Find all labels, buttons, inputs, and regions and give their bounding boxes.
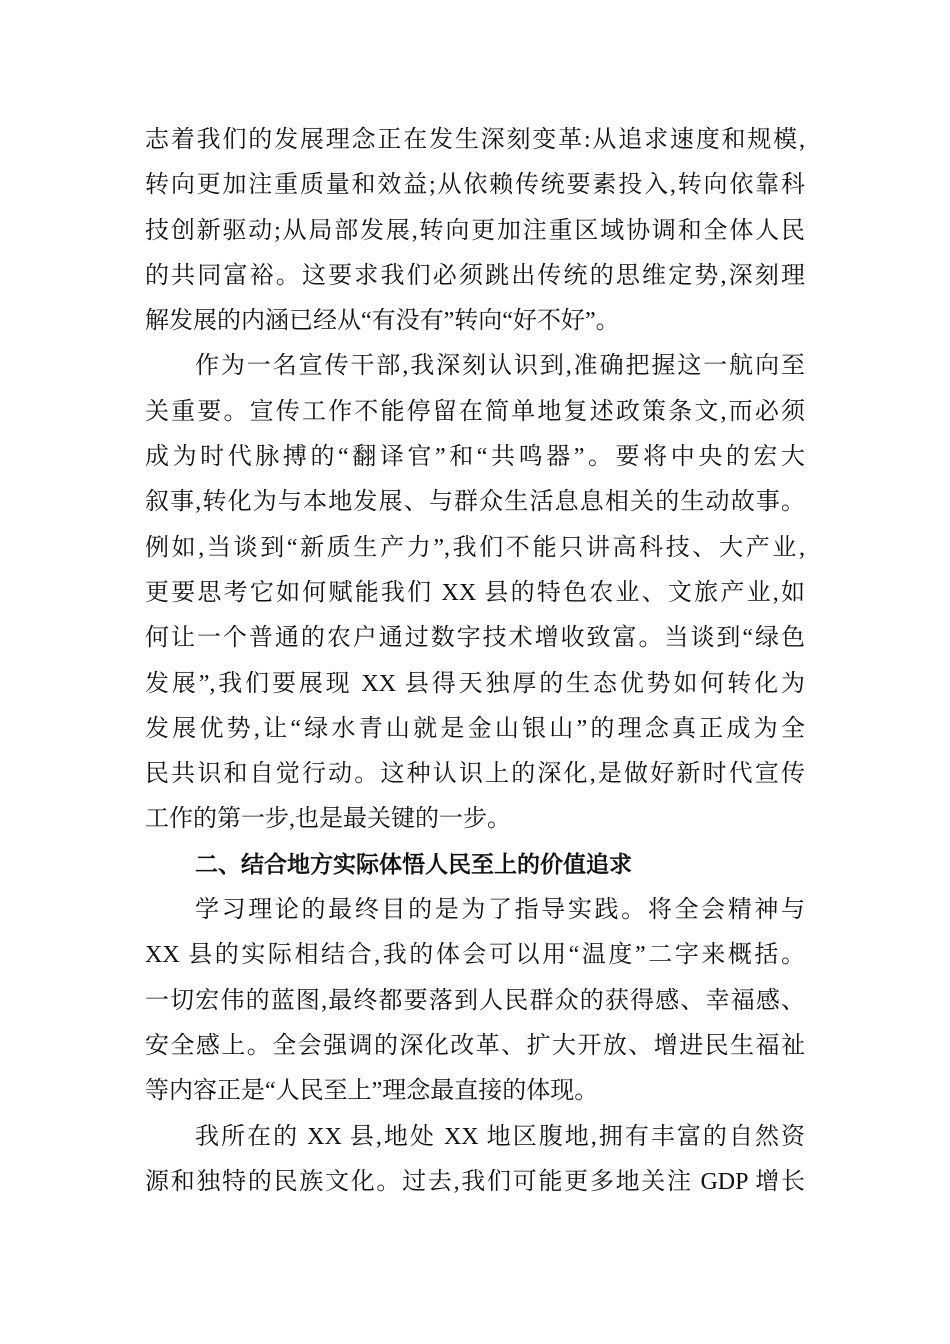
text-line: 工作的第一步,也是最关键的一步。 (145, 806, 511, 833)
text-line: 学习理论的最终目的是为了指导实践。将全会精神与 (195, 897, 805, 924)
text-line: 解发展的内涵已经从“有没有”转向“好不好”。 (145, 308, 620, 335)
text-line: 志着我们的发展理念正在发生深刻变革:从追求速度和规模, (145, 127, 805, 153)
text-line: 叙事,转化为与本地发展、与群众生活息息相关的生动故事。 (145, 489, 805, 516)
text-line: 关重要。宣传工作不能停留在简单地复述政策条文,而必须 (145, 398, 805, 425)
text-line: XX 县的实际相结合,我的体会可以用“温度”二字来概括。 (145, 942, 805, 969)
text-line: 一切宏伟的蓝图,最终都要落到人民群众的获得感、幸福感、 (145, 987, 805, 1014)
text-line: 发展”,我们要展现 XX 县得天独厚的生态优势如何转化为 (145, 670, 805, 697)
text-line: 安全感上。全会强调的深化改革、扩大开放、增进民生福祉 (145, 1032, 805, 1059)
text-line: 我所在的 XX 县,地处 XX 地区腹地,拥有丰富的自然资 (195, 1123, 805, 1150)
text-line: 转向更加注重质量和效益;从依赖传统要素投入,转向依靠科 (145, 172, 805, 199)
text-line: 例如,当谈到“新质生产力”,我们不能只讲高科技、大产业, (145, 534, 805, 561)
text-line: 何让一个普通的农户通过数字技术增收致富。当谈到“绿色 (145, 625, 805, 652)
text-line: 更要思考它如何赋能我们 XX 县的特色农业、文旅产业,如 (145, 579, 805, 606)
text-line: 源和独特的民族文化。过去,我们可能更多地关注 GDP 增长 (145, 1168, 805, 1195)
text-line: 发展优势,让“绿水青山就是金山银山”的理念真正成为全 (145, 715, 805, 742)
text-line: 民共识和自觉行动。这种认识上的深化,是做好新时代宣传 (145, 761, 805, 788)
text-line: 作为一名宣传干部,我深刻认识到,准确把握这一航向至 (195, 353, 805, 380)
text-line: 等内容正是“人民至上”理念最直接的体现。 (145, 1078, 599, 1105)
text-line: 的共同富裕。这要求我们必须跳出传统的思维定势,深刻理 (145, 262, 805, 289)
document-page (145, 118, 805, 1205)
section-heading: 二、结合地方实际体悟人民至上的价值追求 (195, 851, 632, 878)
text-line: 技创新驱动;从局部发展,转向更加注重区域协调和全体人民 (145, 217, 805, 244)
text-line: 成为时代脉搏的“翻译官”和“共鸣器”。要将中央的宏大 (145, 444, 805, 471)
